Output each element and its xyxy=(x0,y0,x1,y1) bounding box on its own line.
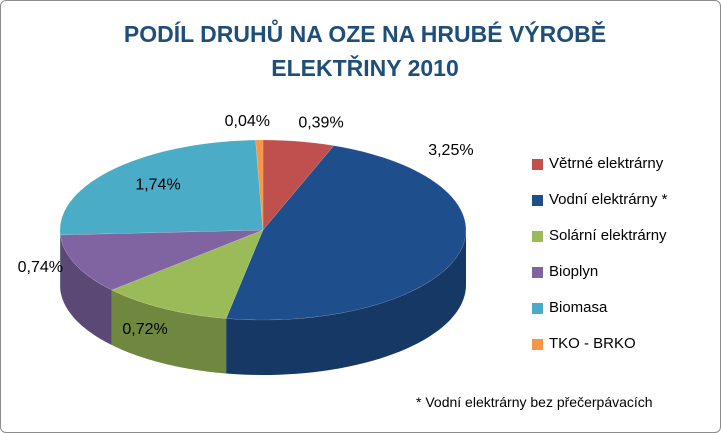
legend-label: TKO - BRKO xyxy=(549,335,636,352)
legend-item-solarni-elektrarny xyxy=(532,227,667,247)
data-label-tko-brko: 0,04% xyxy=(224,113,270,130)
legend-label: Bioplyn xyxy=(549,263,599,280)
data-label-biomasa: 1,74% xyxy=(135,176,181,194)
legend-label: Biomasa xyxy=(549,299,608,316)
legend-item-biomasa xyxy=(532,299,607,319)
legend-swatch xyxy=(532,159,543,170)
legend-label: Větrné elektrárny xyxy=(549,155,664,172)
legend-swatch xyxy=(532,303,543,314)
data-label-solarni-elektrarny: 0,72% xyxy=(122,320,168,338)
data-label-bioplyn: 0,74% xyxy=(17,259,63,277)
data-label-vetrne-elektrarny: 0,39% xyxy=(298,114,344,132)
legend-label: Vodní elektrárny * xyxy=(549,191,668,208)
legend-swatch xyxy=(532,267,543,278)
chart-title-line2: ELEKTŘINY 2010 xyxy=(271,55,459,81)
legend-swatch xyxy=(532,231,543,242)
pie-slices xyxy=(60,140,466,320)
legend-label: Solární elektrárny xyxy=(549,227,667,244)
footnote: * Vodní elektrárny bez přečerpávacích xyxy=(416,394,653,410)
legend-swatch xyxy=(532,195,543,206)
legend-item-bioplyn xyxy=(532,263,598,283)
legend-item-tko-brko xyxy=(532,335,636,355)
legend-swatch xyxy=(532,339,543,350)
chart-title-line1: PODÍL DRUHŮ NA OZE NA HRUBÉ VÝROBĚ xyxy=(123,21,607,47)
legend-item-vodni-elektrarny xyxy=(532,191,667,211)
data-label-vodni-elektrarny: 3,25% xyxy=(428,142,474,159)
legend-item-vetrne-elektrarny xyxy=(532,155,663,175)
